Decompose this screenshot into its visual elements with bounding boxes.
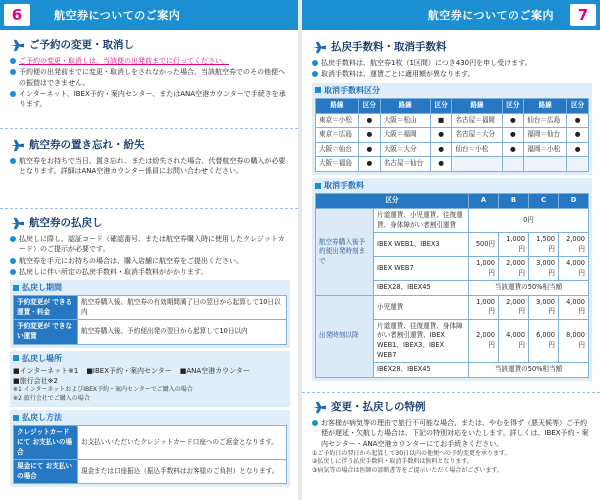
fee-merged: 当該運賃の50%相当額 [469,281,589,296]
section-refund [10,216,290,487]
left-page [0,0,298,500]
column-header: 区分 [567,99,589,114]
airplane-icon [10,139,25,152]
square-bullet-icon [13,285,19,291]
left-header-title: 航空券についてのご案内 [54,9,181,22]
place-note: ※2 旅行会社でご購入の場合 [13,395,90,403]
special-note: ②払戻しに伴う払戻手数料・取消手数料は無料となります。 [312,458,473,466]
section-title: 航空券の払戻し [29,217,103,229]
fee-value: 4,000円 [559,257,589,281]
divider [0,208,298,209]
column-header: 路線 [452,99,502,114]
category-cell: ● [567,113,589,128]
row-text: 現金または口座振込（振込手数料はお客様のご負担）となります。 [78,460,287,484]
bullet: 予約便の出発前までに変更・取消しをされなかった場合、当該航空券でのその他便への振替はできません。 [10,67,290,87]
fare-name: IBEX WEB1、IBEX3 [374,233,469,257]
column-header: D [559,194,589,209]
refund-period-table [13,295,287,344]
bullet: 航空券をお持ちで当日、置き忘れ、または紛失された場合、代替航空券の購入が必要となります。詳細はANA空港カウンター係員にお問い合わせください。 [10,156,290,176]
route-cell: 大阪＝福岡 [380,128,430,143]
category-cell: ● [567,142,589,157]
section-fees [312,40,592,381]
refund-period-box [10,280,290,348]
category-cell: ■ [430,113,452,128]
category-cell: ● [358,157,380,172]
row-text: お支払いいただいたクレジットカード口座へのご返金となります。 [78,426,287,460]
category-cell: ● [430,128,452,143]
category-cell: ● [358,113,380,128]
left-page-header [0,0,298,30]
refund-place-item: ■インターネット※1 [13,367,79,376]
fare-name: 小児運賃 [374,295,469,319]
bullet: 払戻手数料は、航空券1枚（1区間）につき430円を申し受けます。 [312,58,592,68]
column-header: 路線 [524,99,567,114]
airplane-icon [10,217,25,230]
airplane-icon [312,41,327,54]
route-category-table [315,98,589,172]
fee-value: 2,000円 [469,319,499,362]
route-cell [524,157,567,172]
table-row [316,157,589,172]
category-cell: ● [502,113,524,128]
section-title: 払戻手数料・取消手数料 [331,41,447,53]
bullet: ご予約の変更・取消しは、当該便の出発前までに行ってください。 [10,56,290,66]
route-cell: 福岡＝仙台 [524,128,567,143]
page-number-left: 6 [4,4,30,26]
bullet: 航空券を手元にお持ちの場合は、購入店舗に航空券をご提出ください。 [10,256,290,266]
table-row [14,296,287,320]
route-cell: 仙台＝小松 [452,142,502,157]
category-cell: ● [567,128,589,143]
fee-value: 1,000円 [469,257,499,281]
refund-method-table [13,425,287,484]
category-cell [567,157,589,172]
place-note: ※1 インターネットおよびIBEX予約・案内センターでご購入の場合 [13,386,193,394]
fee-value: 1,000円 [469,295,499,319]
fee-value: 2,000円 [499,295,529,319]
bullet: 払戻しに伴い所定の払戻手数料・取消手数料がかかります。 [10,267,290,277]
category-cell [502,157,524,172]
divider [302,392,600,393]
route-cell: 福岡＝小松 [524,142,567,157]
refund-period-heading: 払戻し期間 [22,282,62,292]
section-special-cases [312,400,592,476]
category-cell: ● [502,128,524,143]
right-header-title: 航空券についてのご案内 [427,9,554,22]
route-cell: 名古屋＝仙台 [380,157,430,172]
bullet: 払戻しに際し、認証コード（確認番号、または航空券購入時に使用したクレジットカード）のご提示が必要です。 [10,234,290,254]
route-cell: 名古屋＝大分 [452,128,502,143]
refund-place-item: ■旅行会社※2 [13,377,58,386]
route-cell: 大阪＝大分 [380,142,430,157]
airplane-icon [10,39,25,52]
route-cell: 大阪＝仙台 [316,142,359,157]
category-cell: ● [430,157,452,172]
divider [0,128,298,129]
square-bullet-icon [315,183,321,189]
fee-value: 6,000円 [529,319,559,362]
fee-merged: 0円 [469,208,589,232]
table-row [14,460,287,484]
route-cell: 大阪＝福島 [316,157,359,172]
table-row [316,142,589,157]
category-cell: ● [502,142,524,157]
table-row [316,113,589,128]
section-lost-ticket [10,138,290,178]
fare-name: IBEX28、IBEX45 [374,363,469,378]
row-label: 現金にて お支払いの場合 [14,460,78,484]
section-title: 航空券の置き忘れ・紛失 [29,139,145,151]
fare-name: 片道運賃、往復運賃、身体障がい者割引運賃、IBEX WEB1、IBEX3、IBEX WEB7 [374,319,469,362]
fee-value: 8,000円 [559,319,589,362]
row-label: 予約変更が できない運賃 [14,320,78,344]
square-bullet-icon [315,87,321,93]
table-row [316,295,589,319]
fee-value: 500円 [469,233,499,257]
column-header: 区分 [358,99,380,114]
route-cell: 名古屋＝福岡 [452,113,502,128]
category-cell: ● [358,128,380,143]
refund-place-box [10,351,290,407]
fee-merged: 当該運賃の50%相当額 [469,363,589,378]
route-cell: 仙台＝広島 [524,113,567,128]
airplane-icon [312,401,327,414]
table-row [316,128,589,143]
fare-name: IBEX28、IBEX45 [374,281,469,296]
bullet: 取消手数料は、運賃ごとに適用額が異なります。 [312,69,592,79]
route-cell [452,157,502,172]
table-header-row [316,194,589,209]
column-header: 路線 [380,99,430,114]
cancel-fee-heading: 取消手数料 [324,180,364,190]
row-text: 航空券購入後、予約便出発の翌日から起算して10日以内 [78,320,287,344]
fare-name: IBEX WEB7 [374,257,469,281]
column-header: 区分 [316,194,469,209]
section-title: ご予約の変更・取消し [29,39,134,51]
column-header: 区分 [502,99,524,114]
fee-value: 3,000円 [529,295,559,319]
table-row [14,320,287,344]
timing-label: 航空券購入後予約便出発時刻まで [316,208,374,295]
column-header: 区分 [430,99,452,114]
fee-value: 4,000円 [559,295,589,319]
cancel-fee-box [312,178,592,381]
section-title: 変更・払戻しの特例 [331,401,426,413]
table-row [316,208,589,232]
column-header: 路線 [316,99,359,114]
bullet: お客様が病気等の理由で旅行不可能な場合、または、やむを得ず（悪天候等）ご予約便が遅延・欠航した場合は、下記の特別対応をいたします。詳しくは、IBEX予約・案内センター・ANA空港カウンターにてお手続きください。 [312,418,592,448]
refund-method-box [10,410,290,487]
fee-value: 2,000円 [499,257,529,281]
refund-method-heading: 払戻し方法 [22,412,62,422]
special-note: ①ご予約日の翌日から起算して30日以内の他便への予約変更を承ります。 [312,449,511,457]
refund-place-item: ■ANA空港カウンター [179,367,250,376]
column-header: A [469,194,499,209]
route-cell: 大阪＝松山 [380,113,430,128]
section-reservation-change [10,38,290,110]
refund-place-heading: 払戻し場所 [22,353,62,363]
bullet: インターネット、IBEX予約・案内センター、またはANA空港カウンターで手続きを承ります。 [10,89,290,109]
refund-place-item: ■IBEX予約・案内センター [86,367,172,376]
route-category-heading: 取消手数料区分 [324,85,380,95]
row-text: 航空券購入後、航空券の有効期間満了日の翌日から起算して10日以内 [78,296,287,320]
row-label: クレジットカードにて お支払いの場合 [14,426,78,460]
special-note: ③病気等の場合は医師の診断書等をご提示いただく場合がございます。 [312,467,503,475]
fare-name: 片道運賃、小児運賃、往復運賃、身体障がい者割引運賃 [374,208,469,232]
category-cell: ● [358,142,380,157]
square-bullet-icon [13,355,19,361]
column-header: C [529,194,559,209]
fee-value: 1,500円 [529,233,559,257]
page-number-right: 7 [570,4,596,26]
right-page-header [302,0,600,30]
route-cell: 東京＝広島 [316,128,359,143]
category-cell: ● [430,142,452,157]
table-row [14,426,287,460]
route-category-box [312,83,592,175]
fee-value: 1,000円 [499,233,529,257]
fee-value: 4,000円 [499,319,529,362]
timing-label: 出発時刻以降 [316,295,374,377]
right-page [302,0,600,500]
route-cell: 東京＝小松 [316,113,359,128]
row-label: 予約変更が できる運賃・料金 [14,296,78,320]
table-header-row [316,99,589,114]
cancel-fee-table [315,193,589,377]
fee-value: 2,000円 [559,233,589,257]
column-header: B [499,194,529,209]
square-bullet-icon [13,415,19,421]
fee-value: 3,000円 [529,257,559,281]
